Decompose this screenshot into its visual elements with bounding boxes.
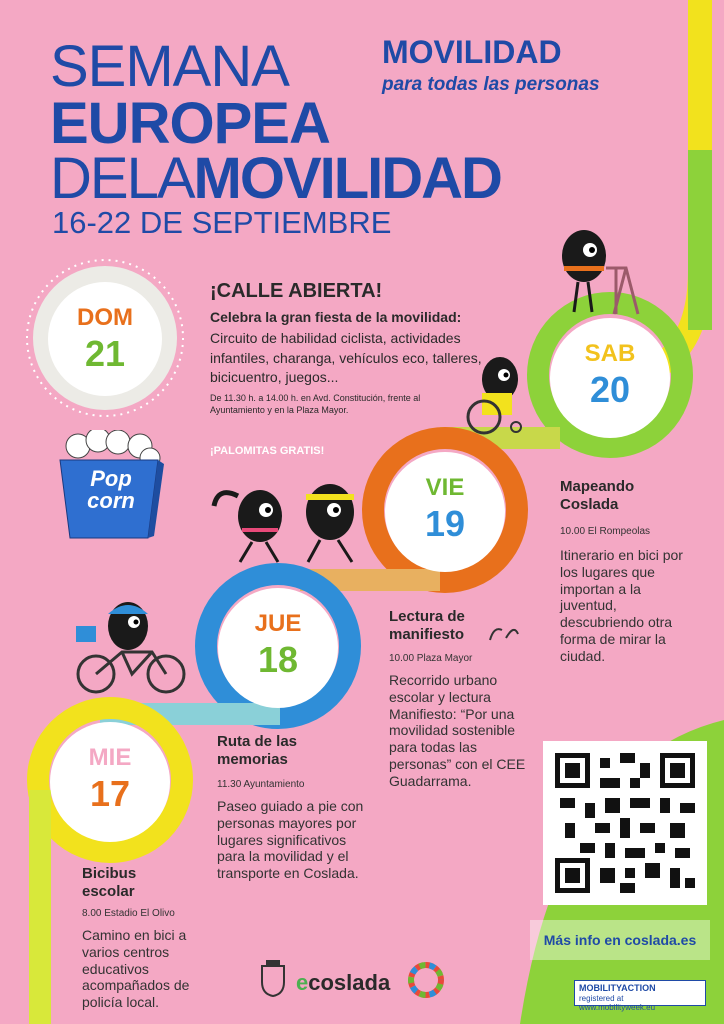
mapeando-title <box>560 478 634 514</box>
day-vie-num: 19 <box>424 503 466 544</box>
day-vie-name: VIE <box>425 474 465 501</box>
mapeando-title1: Mapeando <box>560 478 635 495</box>
wheelchair-character-icon <box>460 355 530 435</box>
bicibus-title2: escolar <box>82 883 135 900</box>
palomitas: ¡PALOMITAS GRATIS! <box>210 445 325 457</box>
lectura-title <box>389 608 465 644</box>
title-movilidad: MOVILIDAD <box>193 146 501 211</box>
day-dom <box>48 282 162 396</box>
bicibus-title <box>82 865 136 901</box>
slogan-main: MOVILIDAD <box>382 34 562 70</box>
bicibus-time: 8.00 Estadio El Olivo <box>82 908 175 919</box>
mobility-action-sub: registered at www.mobilityweek.eu <box>579 993 656 1013</box>
title-dela: DELA <box>50 146 194 211</box>
title-semana: SEMANA <box>50 34 289 99</box>
ruta-time: 11.30 Ayuntamiento <box>217 779 305 790</box>
day-sab-name: SAB <box>584 340 636 367</box>
day-jue-num: 18 <box>257 639 299 680</box>
slogan-sub: para todas las personas <box>382 74 600 95</box>
ruta-title2: memorias <box>217 751 288 768</box>
day-sab <box>550 318 670 438</box>
ruta-desc: Paseo guiado a pie con personas mayores por lugares significativos para la movilidad y el transporte en Coslada. <box>217 798 364 882</box>
popcorn-line1: Pop <box>90 466 132 491</box>
city-crest-icon <box>258 958 288 998</box>
day-mie-name: MIE <box>88 744 132 771</box>
ruta-title <box>217 733 297 769</box>
day-mie <box>50 722 170 842</box>
calle-small: De 11.30 h. a 14.00 h. en Avd. Constitución, frente al Ayuntamiento y en la Plaza Mayor. <box>210 393 421 416</box>
qr-code-icon <box>555 753 695 893</box>
mapeando-time: 10.00 El Rompeolas <box>560 526 651 537</box>
bicibus-desc: Camino en bici a varios centros educativos acompañados de policía local. <box>82 927 190 1011</box>
runner-characters-icon <box>208 476 368 566</box>
lectura-title1: Lectura de <box>389 608 465 625</box>
mapeando-desc: Itinerario en bici por los lugares que importan a la juventud, descubriendo otra forma de mirar la ciudad. <box>560 547 683 664</box>
popcorn-line2: corn <box>87 488 135 513</box>
ecoslada-logo <box>296 970 390 996</box>
title-delamovilidad <box>50 146 501 211</box>
mobility-action-badge <box>574 980 706 1013</box>
mapeando-title2: Coslada <box>560 496 619 513</box>
qr-code[interactable] <box>543 741 707 905</box>
day-jue-name: JUE <box>254 610 302 637</box>
day-dom-name: DOM <box>77 304 133 331</box>
more-info-link[interactable]: Más info en coslada.es <box>530 920 710 960</box>
day-dom-num: 21 <box>84 333 126 374</box>
sdg-wheel-icon <box>408 962 444 998</box>
lectura-desc: Recorrido urbano escolar y lectura Manifiesto: “Por una movilidad sostenible para todas las personas” con el CEE Guadarrama. <box>389 672 526 789</box>
day-sab-num: 20 <box>589 369 631 410</box>
popcorn-text <box>76 468 146 512</box>
calle-subtitle: Celebra la gran fiesta de la movilidad: <box>210 309 462 325</box>
ecoslada-e: e <box>296 970 309 995</box>
mobility-action-title: MOBILITYACTION <box>579 983 656 993</box>
day-mie-num: 17 <box>89 773 131 814</box>
day-vie <box>385 452 505 572</box>
bicibus-title1: Bicibus <box>82 865 137 882</box>
cyclist-character-icon <box>72 596 192 696</box>
calle-title: ¡CALLE ABIERTA! <box>210 280 383 302</box>
lectura-title2: manifiesto <box>389 626 465 643</box>
day-jue <box>218 588 338 708</box>
ruta-title1: Ruta de las <box>217 733 298 750</box>
ecoslada-text: coslada <box>308 970 391 995</box>
sign-language-icon <box>486 620 522 648</box>
title-europea: EUROPEA <box>50 91 330 156</box>
walker-character-icon <box>556 228 642 316</box>
dates: 16-22 DE SEPTIEMBRE <box>52 205 392 240</box>
popcorn-box <box>58 430 166 540</box>
calle-desc: Circuito de habilidad ciclista, actividades infantiles, charanga, vehículos eco, talleres, bicicuentro, juegos... <box>210 330 482 386</box>
lectura-time: 10.00 Plaza Mayor <box>389 653 473 664</box>
